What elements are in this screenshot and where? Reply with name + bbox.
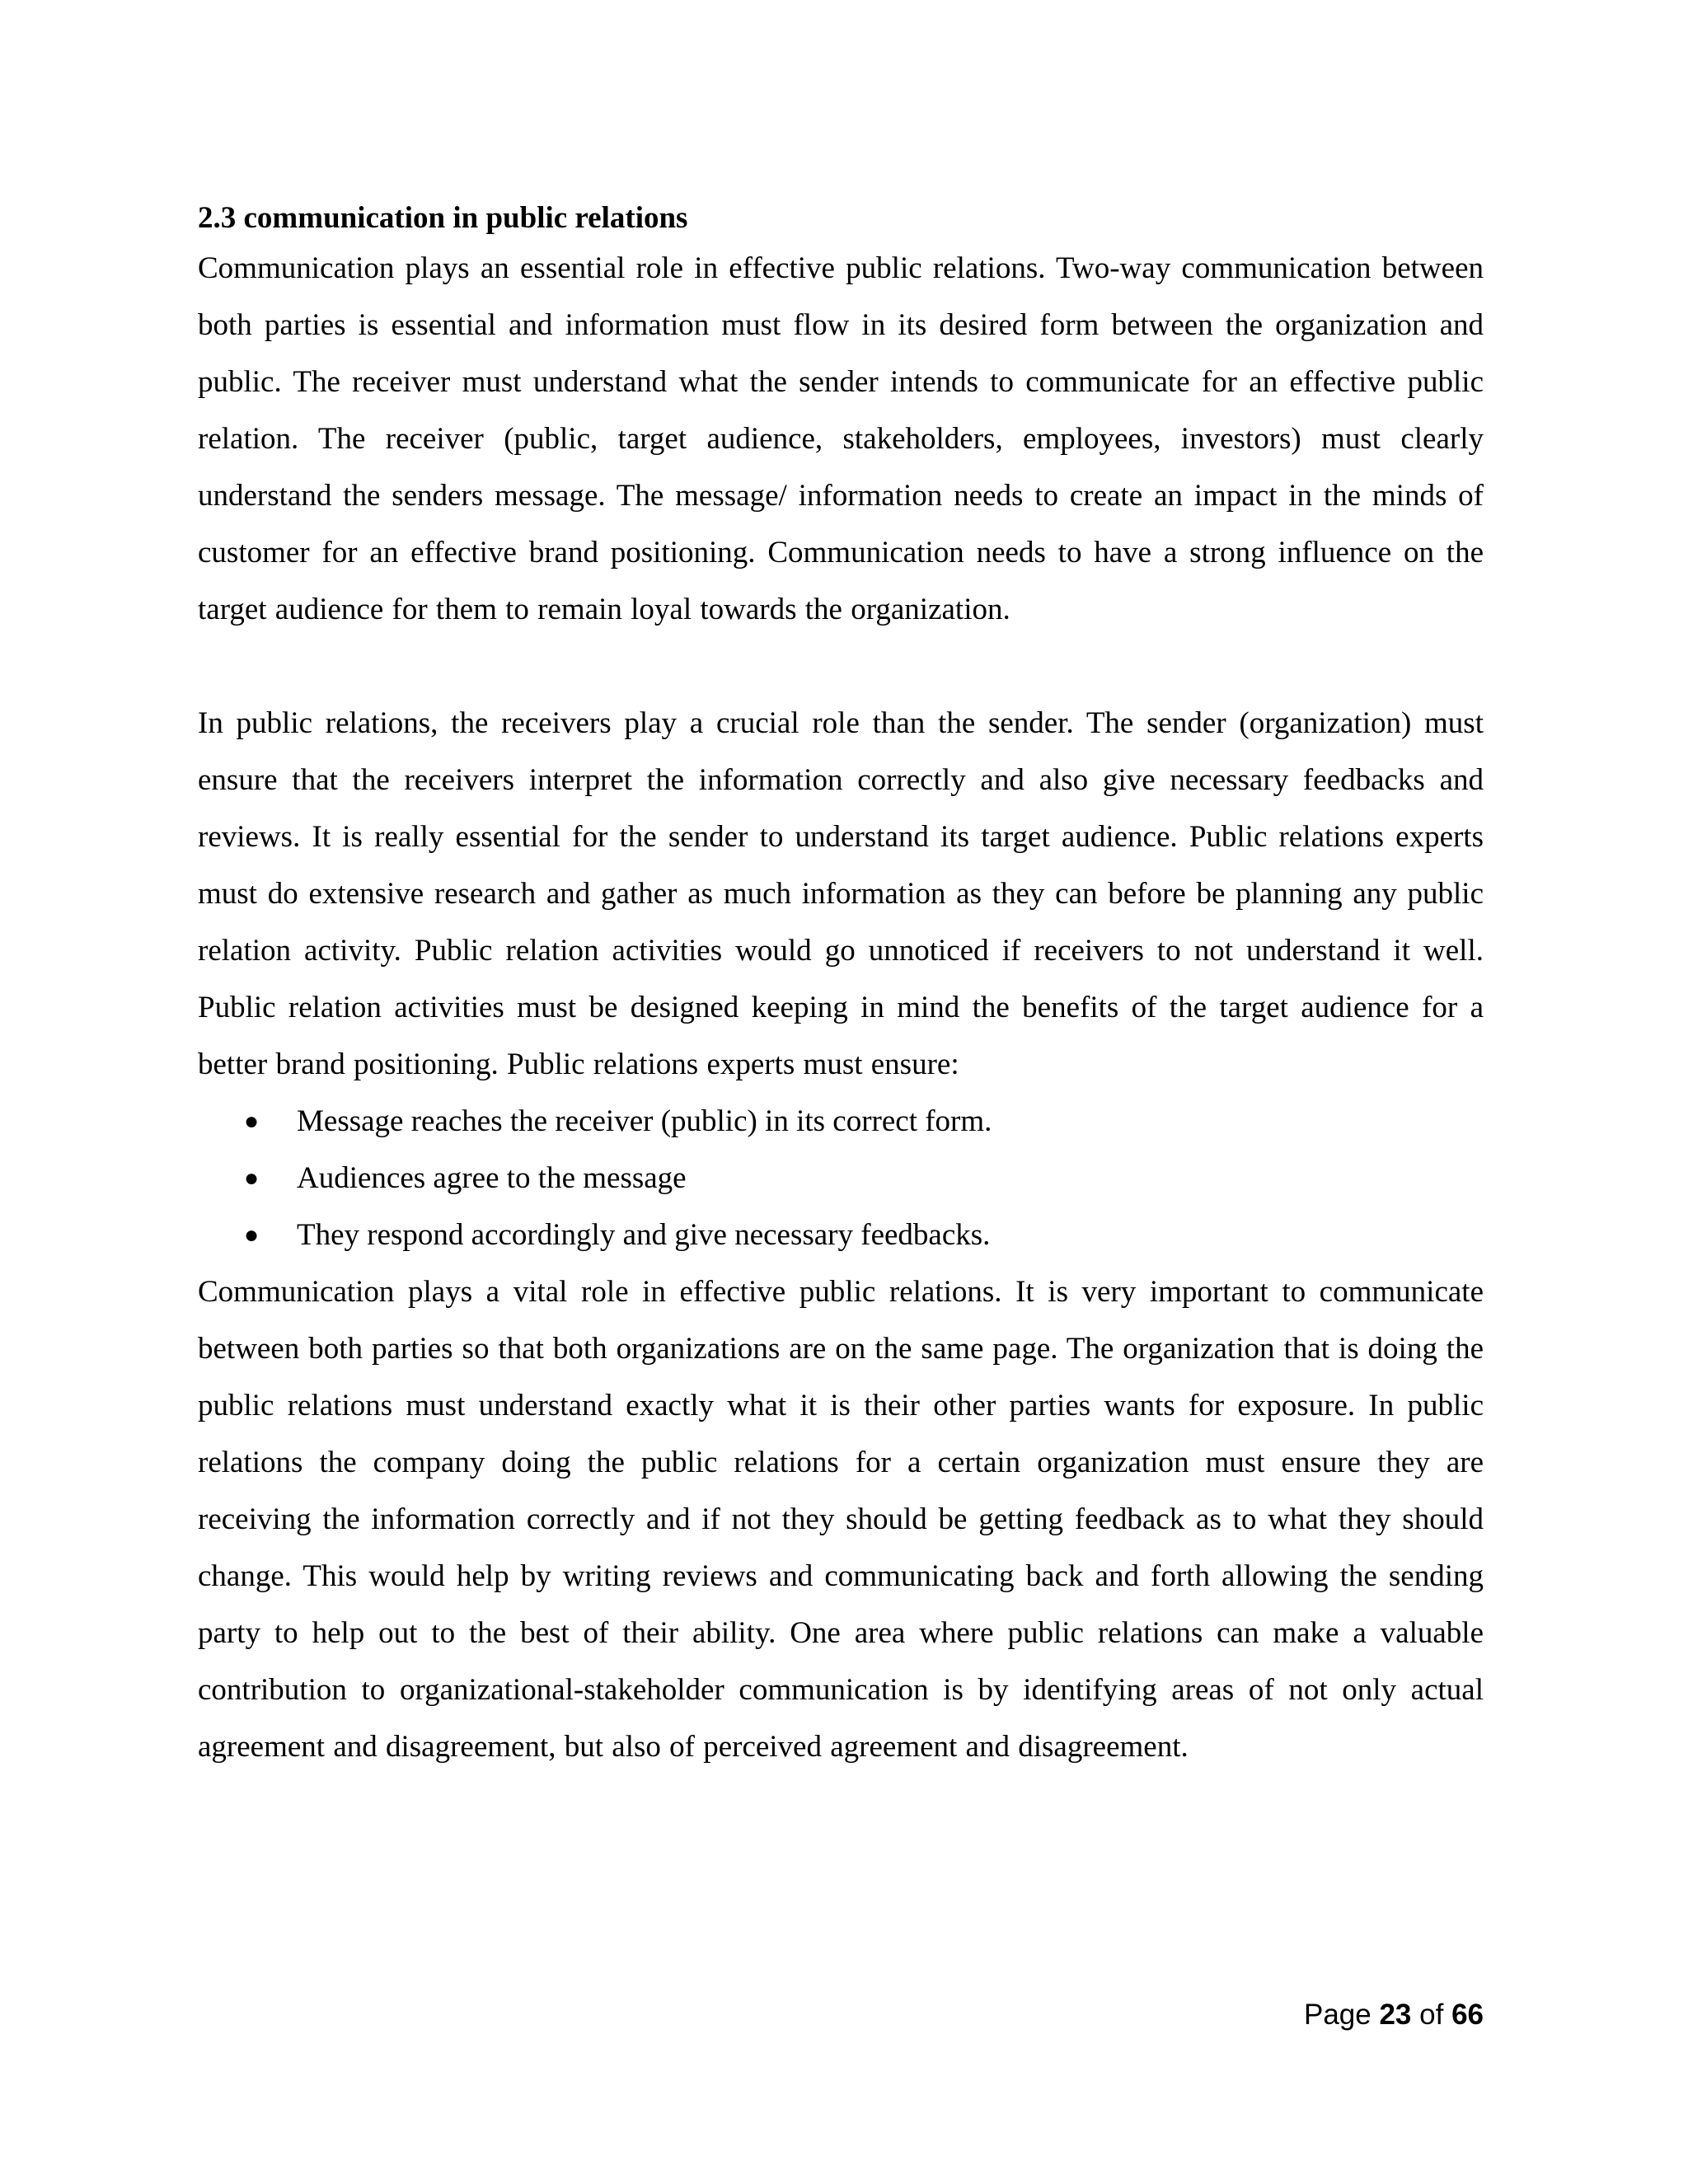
- paragraph-intro: Communication plays an essential role in effective public relations. Two-way communication between both parties is essential and information must flow in its desired form between the organization and public. The receiver must understand what the sender intends to communicate for an effective public relation. The receiver (public, target audience, stakeholders, employees, investors) must clearly understand the senders message. The message/ information needs to create an impact in the minds of customer for an effective brand positioning. Communication needs to have a strong influence on the target audience for them to remain loyal towards the organization.: [198, 251, 1484, 626]
- bullet-icon: ●: [244, 1165, 260, 1192]
- section-heading: 2.3 communication in public relations: [198, 201, 688, 235]
- bullet-list: [198, 1093, 1484, 1263]
- list-item-text: Audiences agree to the message: [297, 1161, 687, 1195]
- current-page-number: 23: [1379, 1999, 1412, 2031]
- list-item-text: Message reaches the receiver (public) in its correct form.: [297, 1104, 992, 1138]
- total-page-count: 66: [1451, 1999, 1484, 2031]
- bullet-icon: ●: [244, 1221, 260, 1249]
- list-item-text: They respond accordingly and give necessary feedbacks.: [297, 1218, 991, 1252]
- page-content: [198, 196, 1484, 1775]
- list-item: [198, 1093, 1484, 1150]
- of-label: of: [1419, 1999, 1444, 2031]
- paragraph-conclusion: Communication plays a vital role in effective public relations. It is very important to communicate between both parties so that both organizations are on the same page. The organization that is doing the public relations must understand exactly what it is their other parties wants for exposure. In public relations the company doing the public relations for a certain organization must ensure they are receiving the information correctly and if not they should be getting feedback as to what they should change. This would help by writing reviews and communicating back and forth allowing the sending party to help out to the best of their ability. One area where public relations can make a valuable contribution to organizational-stakeholder communication is by identifying areas of not only actual agreement and disagreement, but also of perceived agreement and disagreement.: [198, 1275, 1484, 1764]
- paragraph-receivers: In public relations, the receivers play a crucial role than the sender. The sender (organization) must ensure that the receivers interpret the information correctly and also give necessary feedbacks and reviews. It is really essential for the sender to understand its target audience. Public relations experts must do extensive research and gather as much information as they can before be planning any public relation activity. Public relation activities would go unnoticed if receivers to not understand it well. Public relation activities must be designed keeping in mind the benefits of the target audience for a better brand positioning. Public relations experts must ensure:: [198, 706, 1484, 1081]
- bullet-icon: ●: [244, 1108, 260, 1135]
- list-item: [198, 1207, 1484, 1263]
- page-label: Page: [1303, 1999, 1372, 2031]
- page-number-footer: [1304, 1994, 1484, 2036]
- list-item: [198, 1150, 1484, 1207]
